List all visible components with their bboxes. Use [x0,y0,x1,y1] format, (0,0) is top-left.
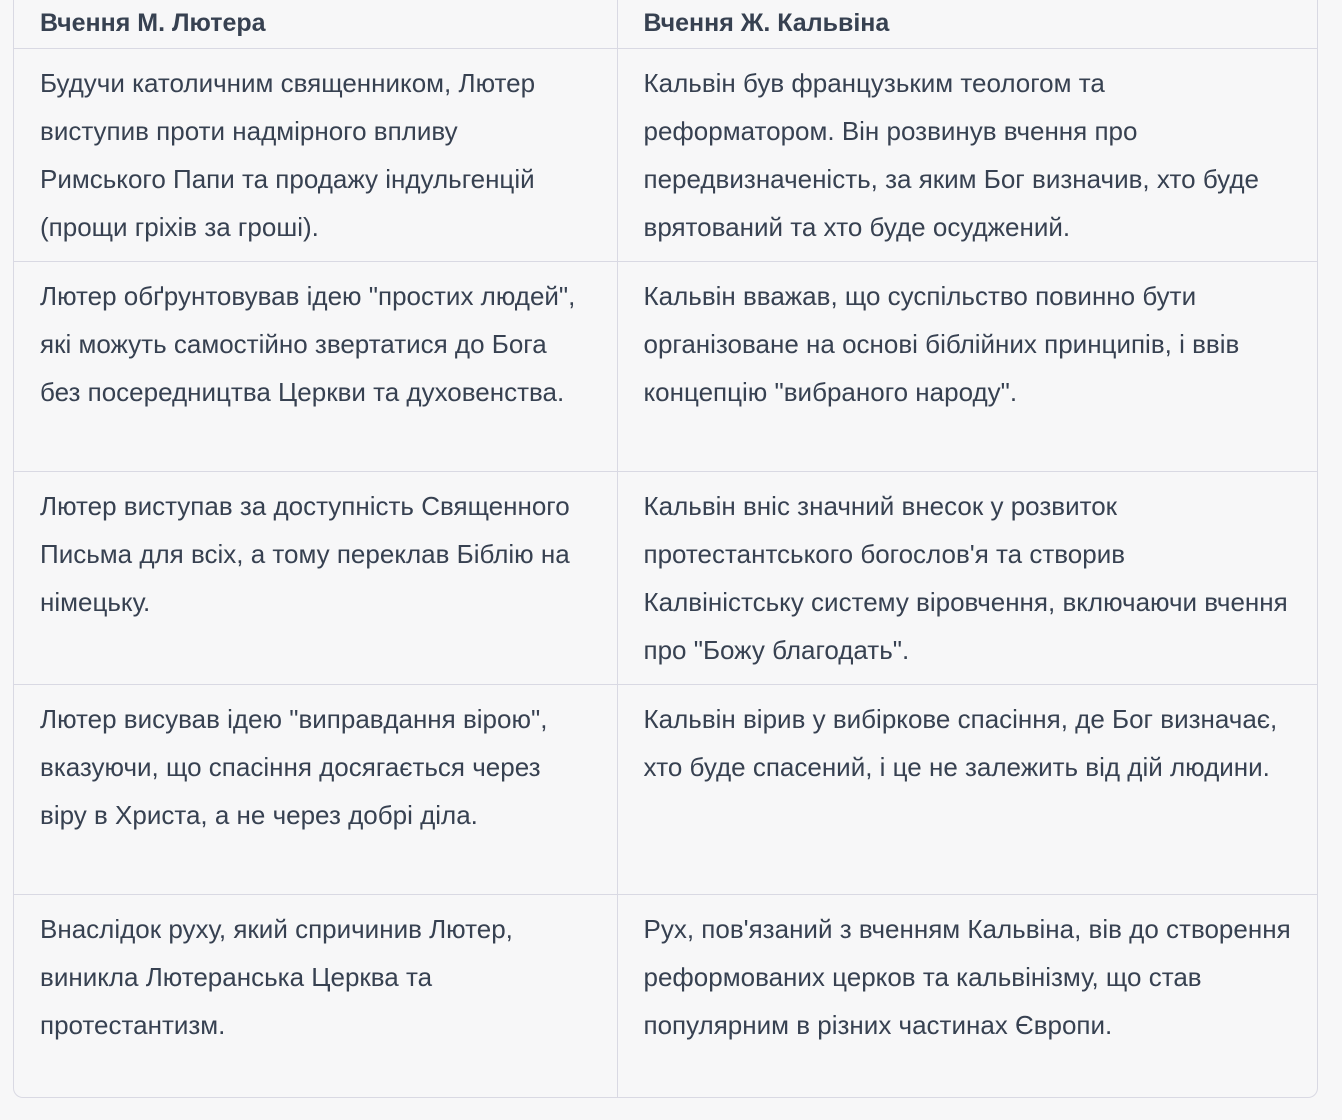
table-row [14,261,1317,471]
table-row [14,48,1317,261]
cell-calvin: Кальвін був французьким теологом та реформатором. Він розвинув вчення про передвизначеність, за яким Бог визначив, хто буде врятований та хто буде осуджений. [617,48,1317,261]
table-header-row [14,0,1317,48]
cell-calvin: Кальвін вірив у вибіркове спасіння, де Бог визначає, хто буде спасений, і це не залежить від дій людини. [617,684,1317,894]
comparison-table-container [13,0,1318,1098]
header-luther: Вчення М. Лютера [14,0,617,48]
comparison-table [14,0,1317,1098]
table-row [14,471,1317,684]
cell-calvin: Рух, пов'язаний з вченням Кальвіна, вів до створення реформованих церков та кальвінізму, що став популярним в різних частинах Європи. [617,894,1317,1098]
cell-luther: Будучи католичним священником, Лютер виступив проти надмірного впливу Римського Папи та продажу індульгенцій (прощи гріхів за гроші). [14,48,617,261]
cell-luther: Лютер обґрунтовував ідею "простих людей", які можуть самостійно звертатися до Бога без посередництва Церкви та духовенства. [14,261,617,471]
cell-calvin: Кальвін вніс значний внесок у розвиток протестантського богослов'я та створив Калвіністську систему віровчення, включаючи вчення про "Божу благодать". [617,471,1317,684]
cell-luther: Лютер висував ідею "виправдання вірою", вказуючи, що спасіння досягається через віру в Христа, а не через добрі діла. [14,684,617,894]
cell-luther: Лютер виступав за доступність Священного Письма для всіх, а тому переклав Біблію на німецьку. [14,471,617,684]
cell-calvin: Кальвін вважав, що суспільство повинно бути організоване на основі біблійних принципів, і ввів концепцію "вибраного народу". [617,261,1317,471]
cell-luther: Внаслідок руху, який спричинив Лютер, виникла Лютеранська Церква та протестантизм. [40,913,513,1040]
table-row [14,894,1317,1098]
header-calvin: Вчення Ж. Кальвіна [617,0,1317,48]
table-row [14,684,1317,894]
